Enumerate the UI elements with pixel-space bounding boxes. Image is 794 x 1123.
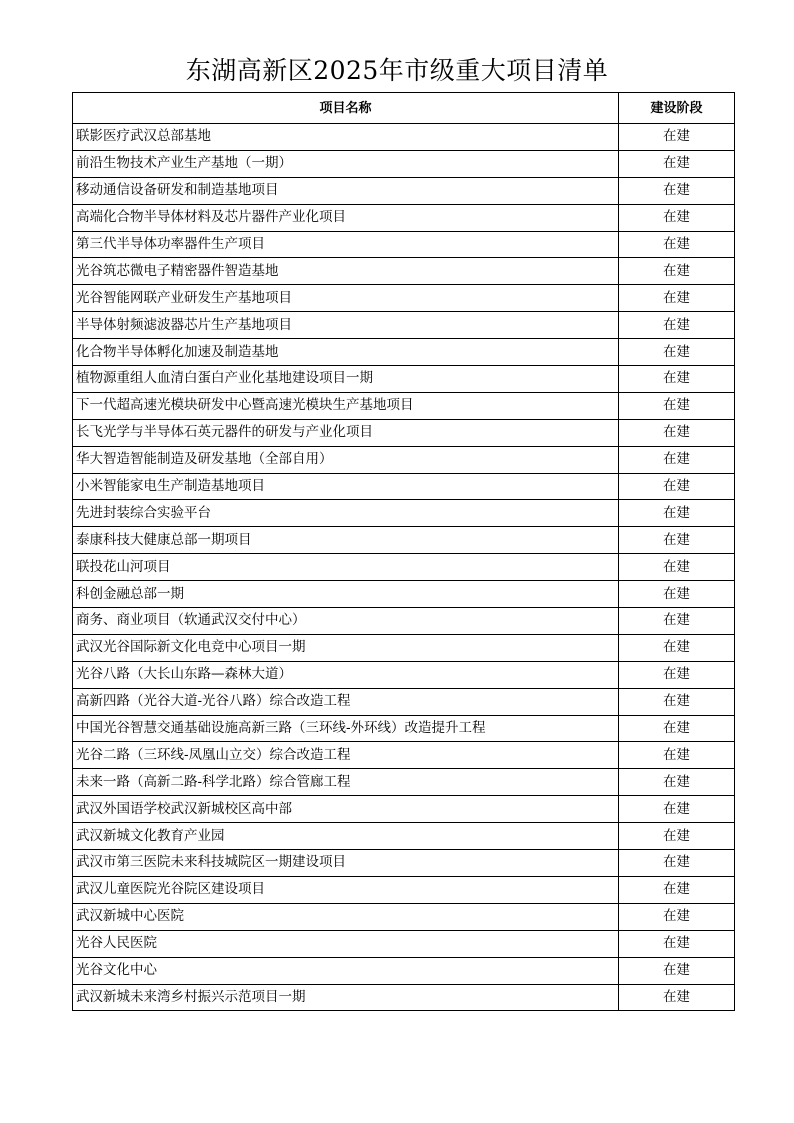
construction-stage-cell: 在建 bbox=[619, 769, 735, 796]
project-name-cell: 移动通信设备研发和制造基地项目 bbox=[73, 177, 619, 204]
construction-stage-cell: 在建 bbox=[619, 984, 735, 1011]
table-row bbox=[73, 930, 735, 957]
table-row bbox=[73, 957, 735, 984]
project-name-cell: 联影医疗武汉总部基地 bbox=[73, 124, 619, 151]
table-row bbox=[73, 688, 735, 715]
project-name-cell: 华大智造智能制造及研发基地（全部自用） bbox=[73, 446, 619, 473]
project-name-cell: 植物源重组人血清白蛋白产业化基地建设项目一期 bbox=[73, 366, 619, 393]
table-row bbox=[73, 204, 735, 231]
table-row bbox=[73, 796, 735, 823]
header-project-name: 项目名称 bbox=[73, 93, 619, 124]
project-name-cell: 武汉新城未来湾乡村振兴示范项目一期 bbox=[73, 984, 619, 1011]
project-name-cell: 高新四路（光谷大道-光谷八路）综合改造工程 bbox=[73, 688, 619, 715]
table-row bbox=[73, 876, 735, 903]
project-name-cell: 长飞光学与半导体石英元器件的研发与产业化项目 bbox=[73, 419, 619, 446]
construction-stage-cell: 在建 bbox=[619, 715, 735, 742]
construction-stage-cell: 在建 bbox=[619, 177, 735, 204]
project-name-cell: 下一代超高速光模块研发中心暨高速光模块生产基地项目 bbox=[73, 392, 619, 419]
construction-stage-cell: 在建 bbox=[619, 231, 735, 258]
table-row bbox=[73, 984, 735, 1011]
table-row bbox=[73, 715, 735, 742]
table-row bbox=[73, 285, 735, 312]
table-row bbox=[73, 581, 735, 608]
project-name-cell: 武汉市第三医院未来科技城院区一期建设项目 bbox=[73, 850, 619, 877]
project-name-cell: 化合物半导体孵化加速及制造基地 bbox=[73, 339, 619, 366]
construction-stage-cell: 在建 bbox=[619, 446, 735, 473]
construction-stage-cell: 在建 bbox=[619, 500, 735, 527]
project-name-cell: 光谷二路（三环线-凤凰山立交）综合改造工程 bbox=[73, 742, 619, 769]
table-row bbox=[73, 258, 735, 285]
project-name-cell: 中国光谷智慧交通基础设施高新三路（三环线-外环线）改造提升工程 bbox=[73, 715, 619, 742]
project-name-cell: 武汉儿童医院光谷院区建设项目 bbox=[73, 876, 619, 903]
construction-stage-cell: 在建 bbox=[619, 392, 735, 419]
construction-stage-cell: 在建 bbox=[619, 661, 735, 688]
project-name-cell: 高端化合物半导体材料及芯片器件产业化项目 bbox=[73, 204, 619, 231]
project-name-cell: 光谷人民医院 bbox=[73, 930, 619, 957]
table-body bbox=[73, 124, 735, 1011]
header-construction-stage: 建设阶段 bbox=[619, 93, 735, 124]
table-row bbox=[73, 903, 735, 930]
table-row bbox=[73, 742, 735, 769]
project-name-cell: 先进封装综合实验平台 bbox=[73, 500, 619, 527]
construction-stage-cell: 在建 bbox=[619, 150, 735, 177]
construction-stage-cell: 在建 bbox=[619, 366, 735, 393]
construction-stage-cell: 在建 bbox=[619, 957, 735, 984]
table-row bbox=[73, 634, 735, 661]
construction-stage-cell: 在建 bbox=[619, 742, 735, 769]
project-name-cell: 商务、商业项目（软通武汉交付中心） bbox=[73, 608, 619, 635]
project-name-cell: 武汉外国语学校武汉新城校区高中部 bbox=[73, 796, 619, 823]
construction-stage-cell: 在建 bbox=[619, 312, 735, 339]
project-name-cell: 未来一路（高新二路-科学北路）综合管廊工程 bbox=[73, 769, 619, 796]
project-name-cell: 半导体射频滤波器芯片生产基地项目 bbox=[73, 312, 619, 339]
table-row bbox=[73, 473, 735, 500]
table-row bbox=[73, 527, 735, 554]
construction-stage-cell: 在建 bbox=[619, 285, 735, 312]
project-name-cell: 联投花山河项目 bbox=[73, 554, 619, 581]
page-title: 东湖高新区2025年市级重大项目清单 bbox=[185, 56, 609, 85]
construction-stage-cell: 在建 bbox=[619, 339, 735, 366]
project-name-cell: 泰康科技大健康总部一期项目 bbox=[73, 527, 619, 554]
construction-stage-cell: 在建 bbox=[619, 850, 735, 877]
table-row bbox=[73, 366, 735, 393]
table-row bbox=[73, 124, 735, 151]
table-row bbox=[73, 312, 735, 339]
project-name-cell: 武汉光谷国际新文化电竞中心项目一期 bbox=[73, 634, 619, 661]
construction-stage-cell: 在建 bbox=[619, 419, 735, 446]
project-name-cell: 光谷八路（大长山东路—森林大道） bbox=[73, 661, 619, 688]
table-header-row bbox=[73, 93, 735, 124]
construction-stage-cell: 在建 bbox=[619, 688, 735, 715]
table-row bbox=[73, 231, 735, 258]
table-row bbox=[73, 850, 735, 877]
project-name-cell: 第三代半导体功率器件生产项目 bbox=[73, 231, 619, 258]
construction-stage-cell: 在建 bbox=[619, 608, 735, 635]
project-name-cell: 小米智能家电生产制造基地项目 bbox=[73, 473, 619, 500]
construction-stage-cell: 在建 bbox=[619, 527, 735, 554]
construction-stage-cell: 在建 bbox=[619, 634, 735, 661]
table-row bbox=[73, 661, 735, 688]
project-name-cell: 光谷智能网联产业研发生产基地项目 bbox=[73, 285, 619, 312]
construction-stage-cell: 在建 bbox=[619, 796, 735, 823]
table-row bbox=[73, 177, 735, 204]
table-row bbox=[73, 392, 735, 419]
project-name-cell: 光谷筑芯微电子精密器件智造基地 bbox=[73, 258, 619, 285]
construction-stage-cell: 在建 bbox=[619, 554, 735, 581]
table-row bbox=[73, 554, 735, 581]
construction-stage-cell: 在建 bbox=[619, 823, 735, 850]
construction-stage-cell: 在建 bbox=[619, 473, 735, 500]
project-name-cell: 前沿生物技术产业生产基地（一期） bbox=[73, 150, 619, 177]
construction-stage-cell: 在建 bbox=[619, 204, 735, 231]
project-table bbox=[72, 92, 735, 1011]
table-row bbox=[73, 769, 735, 796]
table-row bbox=[73, 608, 735, 635]
table-row bbox=[73, 150, 735, 177]
construction-stage-cell: 在建 bbox=[619, 876, 735, 903]
project-name-cell: 光谷文化中心 bbox=[73, 957, 619, 984]
table-row bbox=[73, 823, 735, 850]
table-row bbox=[73, 500, 735, 527]
table-row bbox=[73, 419, 735, 446]
construction-stage-cell: 在建 bbox=[619, 124, 735, 151]
project-name-cell: 科创金融总部一期 bbox=[73, 581, 619, 608]
construction-stage-cell: 在建 bbox=[619, 258, 735, 285]
construction-stage-cell: 在建 bbox=[619, 930, 735, 957]
project-name-cell: 武汉新城中心医院 bbox=[73, 903, 619, 930]
table-row bbox=[73, 339, 735, 366]
table-row bbox=[73, 446, 735, 473]
construction-stage-cell: 在建 bbox=[619, 581, 735, 608]
construction-stage-cell: 在建 bbox=[619, 903, 735, 930]
project-name-cell: 武汉新城文化教育产业园 bbox=[73, 823, 619, 850]
